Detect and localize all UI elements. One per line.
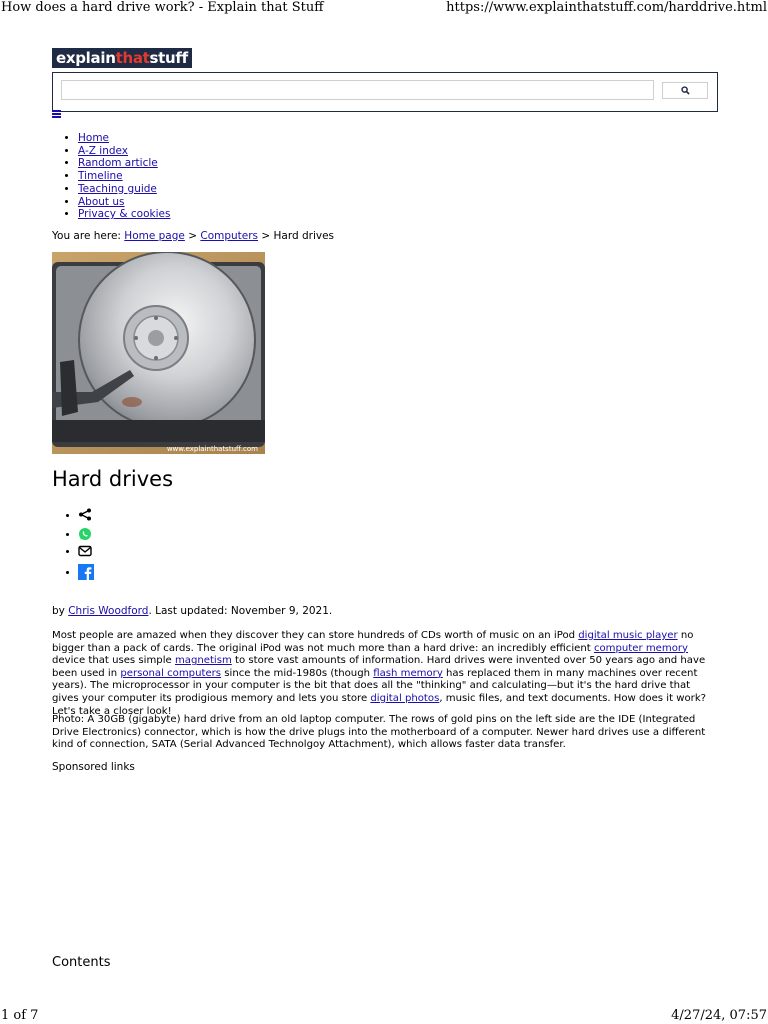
- search-input[interactable]: [61, 80, 654, 100]
- breadcrumb-home-link[interactable]: Home page: [124, 230, 185, 242]
- text-run: Most people are amazed when they discover they can store hundreds of CDs worth of music on an iPod: [52, 630, 579, 641]
- nav-item-home: [78, 132, 170, 145]
- nav-link-random-article[interactable]: Random article: [78, 157, 158, 170]
- nav-item-teaching-guide: [78, 183, 170, 196]
- share-item: [78, 508, 94, 527]
- main-nav: [52, 132, 170, 221]
- breadcrumb-computers-link[interactable]: Computers: [200, 230, 259, 242]
- search-form: [52, 72, 718, 112]
- logo-part-that: that: [115, 49, 150, 67]
- search-button[interactable]: [662, 82, 708, 99]
- site-logo[interactable]: [52, 48, 192, 68]
- print-header: [0, 0, 768, 15]
- text-run: has replaced them in many machines over recent years). The microprocessor in your computer is the bit that does all the "thinking" and calculating—but it's the hard drive that gives your computer its prodigious memory and lets you store: [52, 667, 698, 704]
- contents-heading: Contents: [52, 955, 111, 970]
- nav-link-privacy[interactable]: Privacy & cookies: [78, 208, 171, 221]
- breadcrumb-prefix: You are here:: [52, 230, 125, 242]
- text-run: since the mid-1980s (though: [221, 667, 374, 679]
- share-item: [78, 527, 94, 546]
- facebook-icon[interactable]: [78, 564, 94, 580]
- print-page-number: 1 of 7: [1, 1008, 39, 1023]
- nav-item-random-article: [78, 157, 170, 170]
- text-run: , music files, and text documents. How does it work? Let's take a closer look!: [52, 692, 707, 717]
- hard-drive-illustration: [52, 252, 265, 454]
- sponsored-links-label: Sponsored links: [52, 761, 135, 773]
- breadcrumb-current: Hard drives: [273, 230, 335, 242]
- share-item: [78, 545, 94, 564]
- hamburger-menu-icon[interactable]: [52, 110, 61, 118]
- nav-item-timeline: [78, 170, 170, 183]
- link-personal-computers[interactable]: personal computers: [120, 667, 222, 679]
- link-digital-photos[interactable]: digital photos: [370, 692, 440, 704]
- hard-drive-photo: [52, 252, 265, 454]
- link-magnetism[interactable]: magnetism: [174, 655, 232, 667]
- breadcrumb-separator: >: [184, 230, 201, 242]
- share-list: [52, 508, 94, 582]
- byline: [52, 605, 332, 617]
- print-page-title: How does a hard drive work? - Explain that Stuff: [1, 0, 324, 15]
- byline-prefix: by: [52, 605, 69, 617]
- nav-item-privacy: [78, 208, 170, 221]
- link-flash-memory[interactable]: flash memory: [373, 667, 443, 679]
- share-icon[interactable]: [78, 508, 92, 521]
- intro-paragraph: [52, 630, 718, 718]
- text-run: to store vast amounts of information. Hard drives were invented over 50 years ago and have been used in: [52, 655, 706, 679]
- nav-link-timeline[interactable]: Timeline: [78, 170, 123, 183]
- author-link[interactable]: Chris Woodford: [68, 605, 149, 617]
- last-updated: . Last updated: November 9, 2021.: [148, 605, 333, 617]
- nav-link-about-us[interactable]: About us: [78, 195, 125, 208]
- photo-watermark: www.explainthatstuff.com: [166, 445, 258, 453]
- email-icon[interactable]: [78, 545, 92, 557]
- page-content: [52, 48, 718, 970]
- print-url: https://www.explainthatstuff.com/harddrive.html: [446, 0, 767, 15]
- nav-item-az-index: [78, 145, 170, 158]
- photo-caption: Photo: A 30GB (gigabyte) hard drive from an old laptop computer. The rows of gold pins on the left side are the IDE (Integrated Drive Electronics) connector, which is how the drive plugs into the motherboard of a computer. Newer hard drives use a different kind of connection, SATA (Serial Advanced Technolgoy Attachment), which allows faster data transfer.: [52, 714, 706, 751]
- link-computer-memory[interactable]: computer memory: [593, 642, 688, 654]
- page-title: Hard drives: [52, 467, 174, 491]
- logo-part-stuff: stuff: [149, 49, 188, 67]
- print-footer: [0, 1008, 768, 1023]
- text-run: device that uses simple: [52, 655, 175, 667]
- nav-item-about-us: [78, 196, 170, 209]
- link-digital-music-player[interactable]: digital music player: [578, 630, 678, 641]
- breadcrumb-separator: >: [258, 230, 274, 242]
- nav-link-teaching-guide[interactable]: Teaching guide: [78, 182, 157, 195]
- share-item: [78, 564, 94, 583]
- logo-part-explain: explain: [56, 49, 116, 67]
- breadcrumb: [52, 230, 334, 242]
- nav-link-home[interactable]: Home: [78, 132, 110, 144]
- text-run: no bigger than a pack of cards. The original iPod was not much more than a hard drive: an incredibly efficient: [52, 630, 694, 654]
- whatsapp-icon[interactable]: [78, 527, 92, 541]
- search-icon: [681, 86, 690, 95]
- nav-link-az-index[interactable]: A-Z index: [78, 144, 128, 157]
- print-datetime: 4/27/24, 07:57: [671, 1008, 767, 1023]
